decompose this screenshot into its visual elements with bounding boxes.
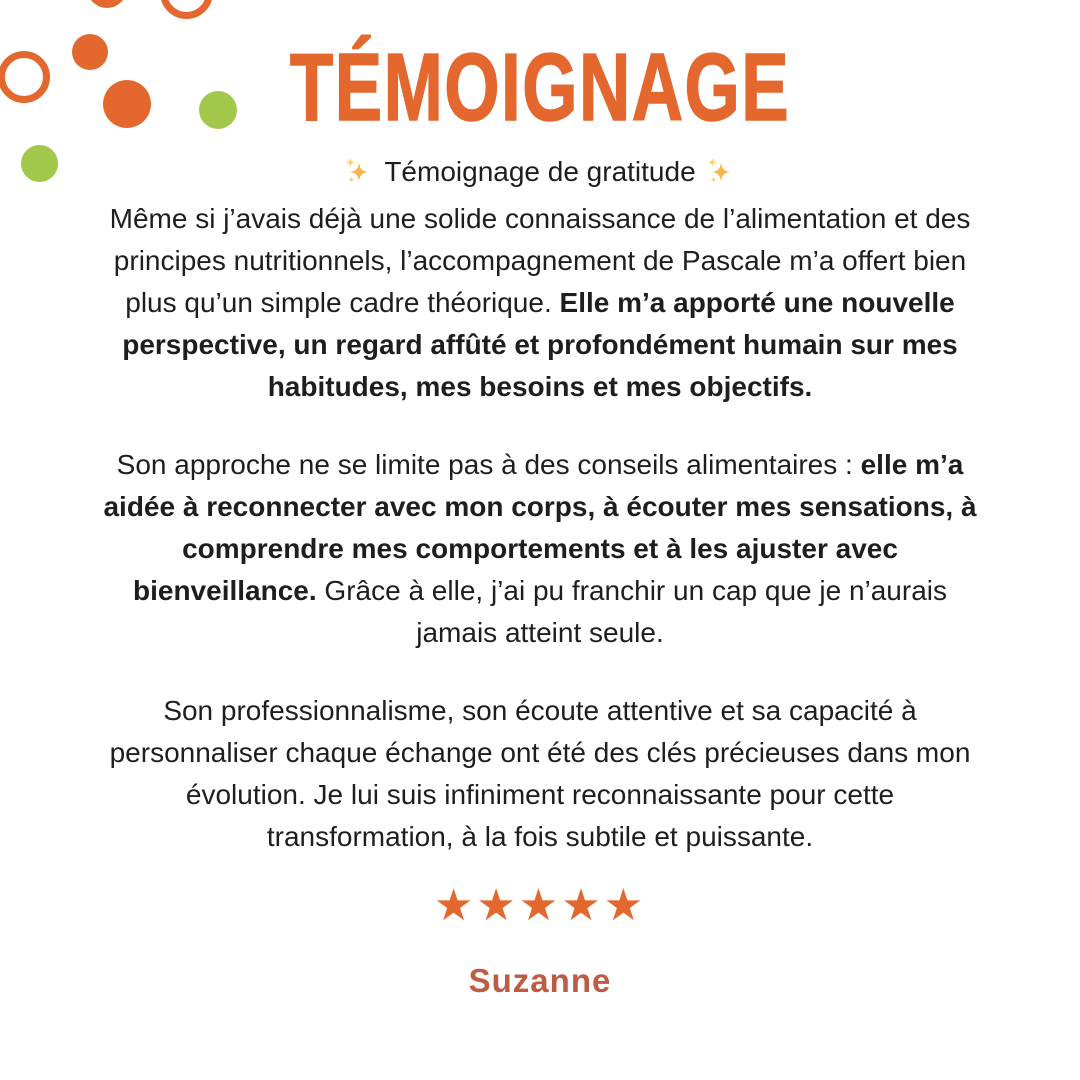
testimonial-paragraph-3 — [100, 690, 980, 858]
decor-circle-orange-top — [87, 0, 127, 8]
paragraph-text: Son approche ne se limite pas à des conseils alimentaires : — [116, 449, 861, 480]
sparkles-icon — [706, 157, 736, 187]
testimonial-paragraph-1 — [100, 198, 980, 408]
paragraph-text-bold: elle m’a aidée à reconnecter avec mon corps, à écouter mes sensations, à comprendre mes comportements et à les ajuster avec bienveillance. — [103, 449, 977, 606]
paragraph-text: Son professionnalisme, son écoute attentive et sa capacité à personnaliser chaque échange ont été des clés précieuses dans mon évolution. Je lui suis infiniment reconnaissante pour cette transformation, à la fois subtile et puissante. — [109, 695, 971, 852]
decor-ring-orange-left — [0, 51, 50, 103]
subtitle — [100, 150, 980, 194]
decor-ring-orange-top — [160, 0, 213, 19]
paragraph-text-bold: Elle m’a apporté une nouvelle perspective, un regard affûté et profondément humain sur mes habitudes, mes besoins et mes objectifs. — [122, 287, 958, 402]
subtitle-text: Témoignage de gratitude — [384, 156, 696, 187]
paragraph-text: Même si j’avais déjà une solide connaissance de l’alimentation et des principes nutritionnels, l’accompagnement de Pascale m’a offert bien plus qu’un simple cadre théorique. — [109, 203, 971, 318]
decor-circle-orange-small — [72, 34, 108, 70]
star-rating: ★★★★★ — [433, 880, 647, 931]
page-title: TÉMOIGNAGE — [289, 34, 791, 141]
testimonial-paragraph-2 — [100, 444, 980, 654]
testimonial-content — [100, 150, 980, 1000]
sparkles-icon — [344, 157, 374, 187]
paragraph-text: Grâce à elle, j’ai pu franchir un cap que je n’aurais jamais atteint seule. — [316, 575, 947, 648]
decor-circle-green-bottom — [21, 145, 58, 182]
author-name: Suzanne — [468, 962, 612, 999]
